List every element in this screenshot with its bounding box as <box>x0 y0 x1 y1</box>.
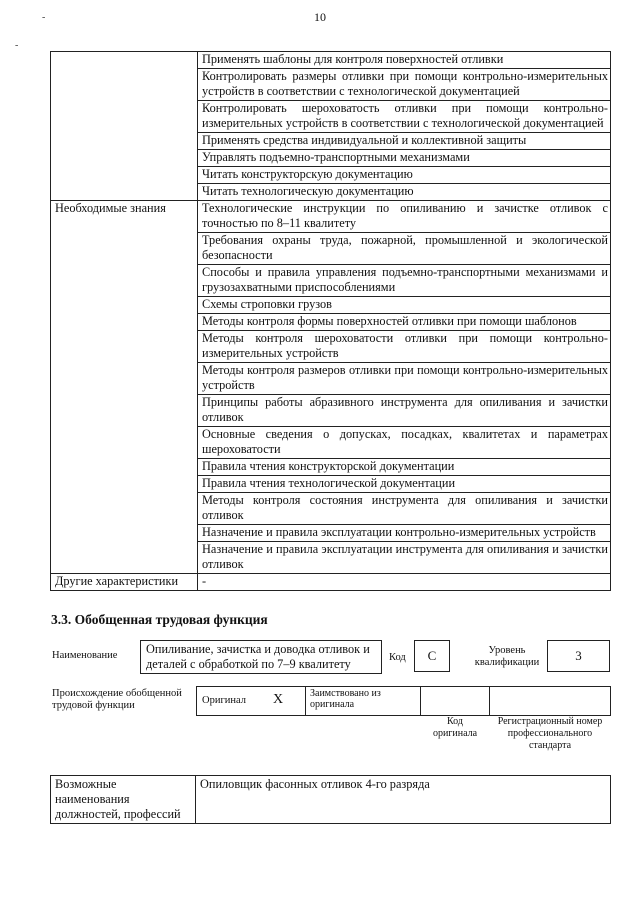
original-cell <box>196 686 306 716</box>
labor-function-table <box>50 51 611 591</box>
section-title: 3.3. Обобщенная трудовая функция <box>51 612 268 627</box>
skill-row: Читать технологическую документацию <box>198 184 611 201</box>
skill-row: Управлять подъемно-транспортными механизмами <box>198 150 611 167</box>
knowledge-row: Методы контроля размеров отливки при помощи контрольно-измерительных устройств <box>198 363 611 395</box>
knowledge-row: Методы контроля шероховатости отливки при помощи контрольно-измерительных устройств <box>198 331 611 363</box>
code-label: Код <box>389 652 406 663</box>
knowledge-row: Правила чтения конструкторской документации <box>198 459 611 476</box>
knowledge-row: Методы контроля состояния инструмента для опиливания и зачистки отливок <box>198 493 611 525</box>
origin-label: Происхождение обобщенной трудовой функции <box>52 688 182 711</box>
skill-row: Читать конструкторскую документацию <box>198 167 611 184</box>
margin-mark: - <box>15 40 19 51</box>
skills-label-cell <box>51 52 198 69</box>
original-mark: Х <box>273 692 284 707</box>
other-characteristics-label: Другие характеристики <box>51 574 198 591</box>
skill-row: Контролировать шероховатость отливки при помощи контрольно-измерительных устройств в соответствии с технологической документацией <box>198 101 611 133</box>
name-label: Наименование <box>52 650 118 661</box>
positions-label: Возможные наименования должностей, профессий <box>51 776 196 824</box>
positions-value: Опиловщик фасонных отливок 4-го разряда <box>196 776 611 824</box>
margin-mark: - <box>42 12 46 23</box>
knowledge-row: Основные сведения о допусках, посадках, квалитетах и параметрах шероховатости <box>198 427 611 459</box>
code-original-caption: Код оригинала <box>432 716 478 739</box>
function-name-box: Опиливание, зачистка и доводка отливок и деталей с обработкой по 7–9 квалитету <box>140 640 382 674</box>
skill-row: Применять шаблоны для контроля поверхностей отливки <box>198 52 611 69</box>
original-label: Оригинал <box>202 695 246 706</box>
knowledge-row: Требования охраны труда, пожарной, промышленной и экологической безопасности <box>198 233 611 265</box>
skill-row: Контролировать размеры отливки при помощи контрольно-измерительных устройств в соответствии с технологической документацией <box>198 69 611 101</box>
knowledge-row: Назначение и правила эксплуатации контрольно-измерительных устройств <box>198 525 611 542</box>
code-original-cell <box>420 686 490 716</box>
knowledge-row: Принципы работы абразивного инструмента для опиливания и зачистки отливок <box>198 395 611 427</box>
knowledge-row: Способы и правила управления подъемно-транспортными механизмами и грузозахватными приспособлениями <box>198 265 611 297</box>
knowledge-row: Технологические инструкции по опиливанию и зачистке отливок с точностью по 8–11 квалитету <box>198 201 611 233</box>
page-number: 10 <box>314 10 326 24</box>
knowledge-row: Схемы строповки грузов <box>198 297 611 314</box>
positions-table <box>50 775 611 824</box>
knowledge-row: Методы контроля формы поверхностей отливки при помощи шаблонов <box>198 314 611 331</box>
code-box: С <box>414 640 450 672</box>
level-label: Уровень квалификации <box>474 645 540 668</box>
borrowed-cell: Заимствовано из оригинала <box>305 686 421 716</box>
knowledge-label: Необходимые знания <box>51 201 198 233</box>
skill-row: Применять средства индивидуальной и коллективной защиты <box>198 133 611 150</box>
knowledge-row: Назначение и правила эксплуатации инструмента для опиливания и зачистки отливок <box>198 542 611 574</box>
other-characteristics-value: - <box>198 574 611 591</box>
knowledge-row: Правила чтения технологической документации <box>198 476 611 493</box>
reg-number-caption: Регистрационный номер профессионального стандарта <box>497 716 603 751</box>
level-box: 3 <box>547 640 610 672</box>
reg-number-cell <box>489 686 611 716</box>
